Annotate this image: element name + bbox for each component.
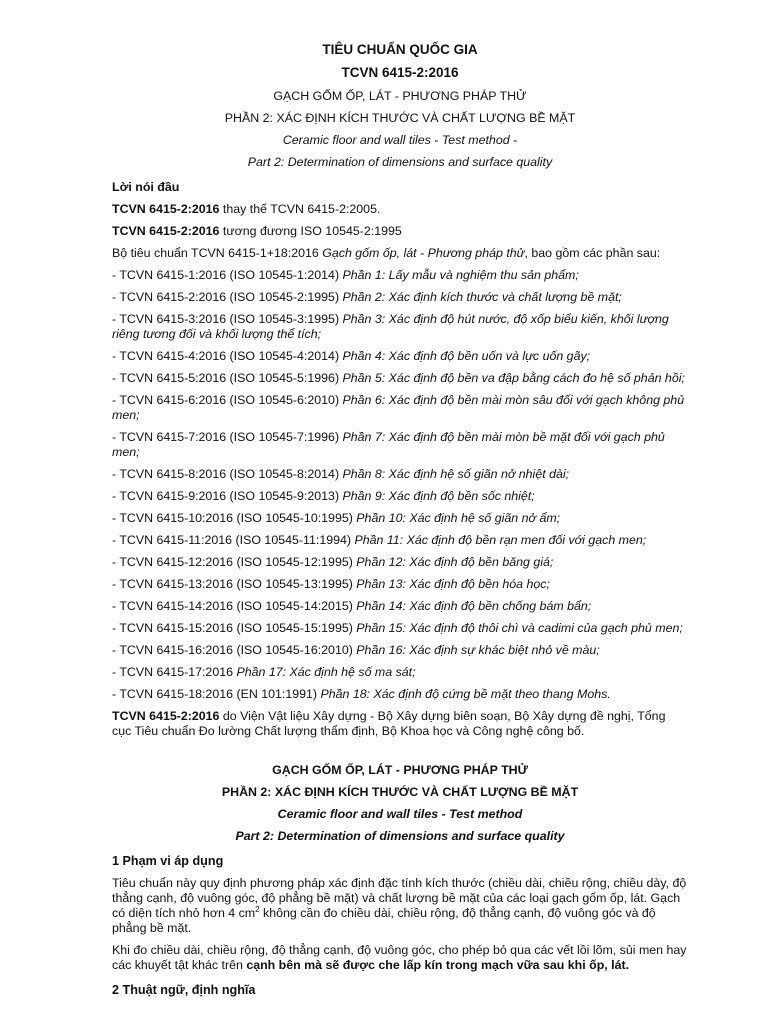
section-1-heading: 1 Phạm vi áp dụng: [112, 854, 224, 868]
list-item: [112, 393, 688, 423]
part-title: Phần 9: Xác định độ bền sốc nhiệt;: [342, 489, 535, 503]
part-ref: - TCVN 6415-10:2016 (ISO 10545-10:1995): [112, 511, 357, 525]
list-item: [112, 555, 688, 570]
list-item: [112, 687, 688, 702]
part-title: Phần 18: Xác định độ cứng bề mặt theo thang Mohs.: [320, 687, 611, 701]
part-en: Part 2: Determination of dimensions and surface quality: [247, 155, 553, 169]
part-title: Phần 5: Xác định độ bền va đập bằng cách đo hệ số phản hồi;: [342, 371, 685, 385]
part-title: Phần 6: Xác định độ bền mài mòn sâu đối với gạch không phủ men;: [112, 393, 685, 422]
list-item: [112, 665, 688, 680]
list-item: [112, 371, 688, 386]
part-ref: - TCVN 6415-4:2016 (ISO 10545-4:2014): [112, 349, 343, 363]
equiv-text: tương đương ISO 10545-2:1995: [219, 224, 402, 238]
part-ref: - TCVN 6415-6:2016 (ISO 10545-6:2010): [112, 393, 343, 407]
part-ref: - TCVN 6415-12:2016 (ISO 10545-12:1995): [112, 555, 357, 569]
national-standard-heading: TIÊU CHUẨN QUỐC GIA: [322, 42, 478, 57]
part-ref: - TCVN 6415-7:2016 (ISO 10545-7:1996): [112, 430, 343, 444]
part-title: Phần 14: Xác định độ bền chống bám bẩn;: [356, 599, 592, 613]
list-item: [112, 621, 688, 636]
part-ref: - TCVN 6415-18:2016 (EN 101:1991): [112, 687, 321, 701]
part-title: Phần 11: Xác định độ bền rạn men đối với gạch men;: [354, 533, 647, 547]
part-vi: PHẦN 2: XÁC ĐỊNH KÍCH THƯỚC VÀ CHẤT LƯỢNG BỀ MẶT: [224, 111, 576, 125]
part-title: Phần 7: Xác định độ bền mài mòn bề mặt đối với gạch phủ men;: [112, 430, 665, 459]
list-item: [112, 312, 688, 342]
list-item: [112, 349, 688, 364]
list-item: [112, 599, 688, 614]
part-ref: - TCVN 6415-11:2016 (ISO 10545-11:1994): [112, 533, 355, 547]
list-item: [112, 577, 688, 592]
list-item: [112, 430, 688, 460]
list-item: [112, 268, 688, 283]
part-ref: - TCVN 6415-2:2016 (ISO 10545-2:1995): [112, 290, 343, 304]
part-ref: - TCVN 6415-3:2016 (ISO 10545-3:1995): [112, 312, 343, 326]
part-title: Phần 8: Xác định hệ số giãn nở nhiệt dài;: [342, 467, 570, 481]
body-title-vi: GẠCH GỐM ỐP, LÁT - PHƯƠNG PHÁP THỬ: [272, 763, 528, 777]
series-intro-a: Bộ tiêu chuẩn TCVN 6415-1+18:2016: [112, 246, 323, 260]
compiled-code: TCVN 6415-2:2016: [112, 709, 220, 723]
list-item: [112, 511, 688, 526]
equiv-code: TCVN 6415-2:2016: [112, 224, 220, 238]
para2-b: cạnh bên mà sẽ được che lấp kín trong mạch vữa sau khi ốp, lát.: [246, 958, 630, 972]
para1-b: không cần đo chiều dài, chiều rộng, độ thẳng cạnh, độ vuông góc và độ phẳng bề mặt.: [112, 906, 656, 935]
section-1-para-1: [112, 876, 688, 936]
list-item: [112, 467, 688, 482]
para2-a: Khi đo chiều dài, chiều rộng, độ thẳng cạnh, độ vuông góc, cho phép bỏ qua các vết lồi lõm, sủi men hay các khuyết tật khác trên: [112, 943, 687, 972]
section-1-para-2: [112, 943, 688, 973]
part-title: Phần 3: Xác định độ hút nước, độ xốp biểu kiến, khối lượng riêng tương đối và khối lượng thể tích;: [112, 312, 669, 341]
list-item: [112, 489, 688, 504]
part-ref: - TCVN 6415-17:2016: [112, 665, 237, 679]
compiled-by: [112, 709, 688, 739]
parts-list: [112, 268, 688, 702]
part-title: Phần 16: Xác định sự khác biệt nhỏ về màu;: [356, 643, 600, 657]
part-ref: - TCVN 6415-8:2016 (ISO 10545-8:2014): [112, 467, 343, 481]
series-intro-b: Gạch gốm ốp, lát - Phương pháp thử: [322, 246, 525, 260]
part-title: Phần 15: Xác định độ thôi chì và cadimi của gạch phủ men;: [356, 621, 683, 635]
replace-text: thay thế TCVN 6415-2:2005.: [219, 202, 381, 216]
part-ref: - TCVN 6415-14:2016 (ISO 10545-14:2015): [112, 599, 357, 613]
list-item: [112, 533, 688, 548]
title-en: Ceramic floor and wall tiles - Test method -: [282, 133, 518, 147]
part-title: Phần 4: Xác định độ bền uốn và lực uốn gãy;: [342, 349, 591, 363]
foreword-heading: Lời nói đầu: [112, 180, 180, 194]
part-title: Phần 1: Lấy mẫu và nghiệm thu sản phẩm;: [342, 268, 579, 282]
list-item: [112, 643, 688, 658]
body-title-en: Ceramic floor and wall tiles - Test method: [277, 807, 523, 821]
part-title: Phần 17: Xác định hệ số ma sát;: [236, 665, 416, 679]
replace-code: TCVN 6415-2:2016: [112, 202, 220, 216]
list-item: [112, 290, 688, 305]
foreword-equivalent: [112, 224, 688, 239]
series-intro: [112, 246, 688, 261]
standard-code: TCVN 6415-2:2016: [341, 65, 459, 80]
para1-a: Tiêu chuẩn này quy định phương pháp xác định đặc tính kích thước (chiều dài, chiều rộng, chiều dày, độ thẳng cạnh, độ vuông góc, độ phẳng bề mặt) và chất lượng bề mặt của các loại gạch gốm ốp, lát. Gạch có diện tích nhỏ hơn 4 cm: [112, 876, 687, 920]
part-title: Phần 2: Xác định kích thước và chất lượng bề mặt;: [342, 290, 622, 304]
part-title: Phần 10: Xác định hệ số giãn nở ẩm;: [356, 511, 561, 525]
body-part-en: Part 2: Determination of dimensions and surface quality: [235, 829, 565, 843]
part-ref: - TCVN 6415-5:2016 (ISO 10545-5:1996): [112, 371, 343, 385]
series-intro-c: , bao gồm các phần sau:: [524, 246, 661, 260]
para1-sup: 2: [255, 904, 260, 914]
part-ref: - TCVN 6415-9:2016 (ISO 10545-9:2013): [112, 489, 343, 503]
foreword-replace: [112, 202, 688, 217]
part-ref: - TCVN 6415-13:2016 (ISO 10545-13:1995): [112, 577, 357, 591]
compiled-text: do Viện Vật liệu Xây dựng - Bộ Xây dựng biên soạn, Bộ Xây dựng đề nghị, Tổng cục Tiêu chuẩn Đo lường Chất lượng thẩm định, Bộ Khoa học và Công nghệ công bố.: [112, 709, 666, 738]
part-title: Phần 13: Xác định độ bền hóa học;: [356, 577, 550, 591]
part-ref: - TCVN 6415-15:2016 (ISO 10545-15:1995): [112, 621, 357, 635]
body-part-vi: PHẦN 2: XÁC ĐỊNH KÍCH THƯỚC VÀ CHẤT LƯỢNG BỀ MẶT: [221, 785, 579, 799]
part-ref: - TCVN 6415-16:2016 (ISO 10545-16:2010): [112, 643, 357, 657]
part-title: Phần 12: Xác định độ bền băng giá;: [356, 555, 554, 569]
part-ref: - TCVN 6415-1:2016 (ISO 10545-1:2014): [112, 268, 343, 282]
section-2-heading: 2 Thuật ngữ, định nghĩa: [112, 983, 256, 997]
title-vi: GẠCH GỐM ỐP, LÁT - PHƯƠNG PHÁP THỬ: [273, 89, 527, 103]
